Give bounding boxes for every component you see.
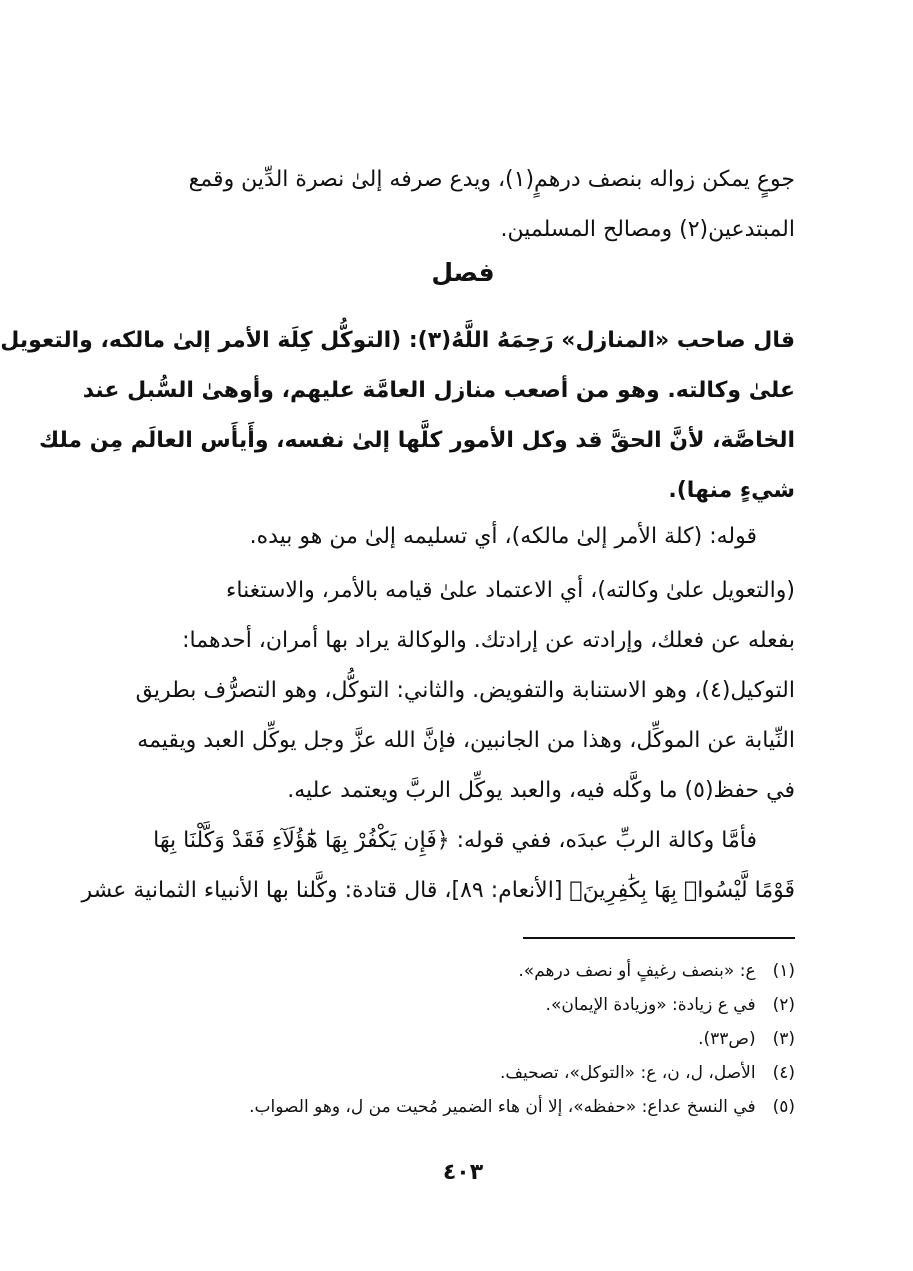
footnote-number: (٣): [772, 1029, 795, 1049]
section-heading: فصل: [431, 258, 495, 287]
text-line: شيءٍ منها).: [668, 478, 795, 503]
text-line: قال صاحب «المنازل» رَحِمَهُ اللَّهُ(٣): (التوكُّل كِلَة الأمر إلىٰ مالكه، والتعويل: [0, 328, 795, 353]
footnote-text: في ع زيادة: «وزيادة الإيمان».: [545, 995, 756, 1015]
text-line: قَوْمًا لَّيْسُوا۟ بِهَا بِكَٰفِرِينَ﴾ [الأنعام: ٨٩]، قال قتادة: وكَّلنا بها الأنبياء الثمانية عشر: [81, 878, 795, 903]
footnote-number: (٢): [772, 995, 795, 1015]
footnote-item: [128, 1056, 795, 1090]
footnote-item: [128, 988, 795, 1022]
footnotes: [128, 954, 795, 1124]
footnote-number: (١): [772, 961, 795, 981]
paragraph-1: [128, 155, 795, 255]
text-line: قوله: (كلة الأمر إلىٰ مالكه)، أي تسليمه إلىٰ من هو بيده.: [249, 524, 757, 549]
text-line: الخاصَّة، لأنَّ الحقَّ قد وكل الأمور كلَّها إلىٰ نفسه، وأَيأَس العالَم مِن ملك: [38, 428, 795, 453]
text-line: (والتعويل علىٰ وكالته)، أي الاعتماد علىٰ قيامه بالأمر، والاستغناء: [226, 578, 795, 603]
text-line: فأمَّا وكالة الربِّ عبدَه، ففي قوله: ﴿فَإِن يَكْفُرْ بِهَا هَٰٓؤُلَآءِ فَقَدْ وَكَّلْنَا بِهَا: [153, 828, 757, 853]
footnote-text: في النسخ عداع: «حفظه»، إلا أن هاء الضمير مُحيت من ل، وهو الصواب.: [249, 1097, 756, 1117]
text-line: المبتدعين(٢) ومصالح المسلمين.: [500, 217, 795, 242]
footnote-text: ع: «بنصف رغيفٍ أو نصف درهم».: [518, 961, 756, 981]
footnote-item: [128, 1090, 795, 1124]
footnote-number: (٤): [772, 1063, 795, 1083]
text-line: بفعله عن فعلك، وإرادته عن إرادتك. والوكالة يراد بها أمران، أحدهما:: [182, 628, 795, 653]
footnote-text: (ص٣٣).: [698, 1029, 756, 1049]
text-line: علىٰ وكالته. وهو من أصعب منازل العامَّة عليهم، وأوهىٰ السُّبل عند: [82, 378, 795, 403]
footnote-number: (٥): [772, 1097, 795, 1117]
footnote-text: الأصل، ل، ن، ع: «التوكل»، تصحيف.: [500, 1063, 756, 1083]
text-line: النِّيابة عن الموكِّل، وهذا من الجانبين، فإنَّ الله عزَّ وجل يوكِّل العبد ويقيمه: [137, 728, 795, 753]
text-line: جوعٍ يمكن زواله بنصف درهمٍ(١)، ويدع صرفه إلىٰ نصرة الدِّين وقمع: [188, 167, 795, 192]
paragraph-4: [128, 566, 795, 816]
paragraph-2: [0, 316, 795, 516]
paragraph-3: [128, 512, 795, 562]
page-number: ٤٠٣: [442, 1160, 484, 1185]
text-line: التوكيل(٤)، وهو الاستنابة والتفويض. والثاني: التوكُّل، وهو التصرُّف بطريق: [135, 678, 795, 703]
footnote-item: [128, 1022, 795, 1056]
paragraph-5: [81, 816, 795, 916]
footnote-item: [128, 954, 795, 988]
footnote-divider: [523, 937, 795, 939]
text-line: في حفظ(٥) ما وكَّله فيه، والعبد يوكِّل الربَّ ويعتمد عليه.: [287, 778, 795, 803]
